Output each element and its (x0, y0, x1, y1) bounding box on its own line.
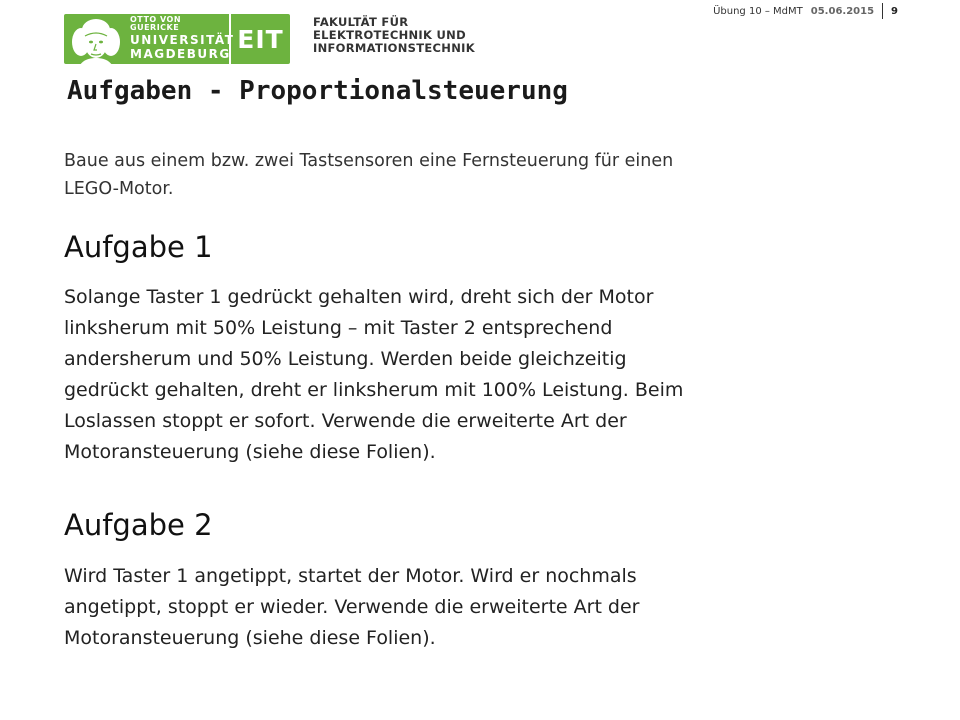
university-logo (64, 14, 290, 64)
eit-logo: EIT (229, 14, 290, 64)
slide-meta (713, 2, 898, 20)
task-1-heading: Aufgabe 1 (64, 230, 213, 264)
page-number: 9 (891, 5, 898, 17)
meta-divider (882, 3, 883, 19)
task-1-text: Solange Taster 1 gedrückt gehalten wird, dreht sich der Motor linksherum mit 50% Leistung – mit Taster 2 entsprechend andersherum und 50% Leistung. Werden beide gleichzeitig gedrückt gehalten, dreht er linksherum mit 100% Leistung. Beim Loslassen stoppt er sofort. Verwende die erweiterte Art der Motoransteuerung (siehe diese Folien). (64, 286, 684, 463)
guericke-portrait-icon (68, 14, 124, 76)
faculty-name: FAKULTÄT FÜR ELEKTROTECHNIK UND INFORMATIONSTECHNIK (313, 15, 475, 55)
course-label: Übung 10 – MdMT (713, 5, 803, 17)
task-2-heading: Aufgabe 2 (64, 508, 213, 542)
slide-date: 05.06.2015 (810, 5, 875, 17)
slide-title: Aufgaben - Proportionalsteuerung (67, 76, 568, 106)
task-2-text: Wird Taster 1 angetippt, startet der Motor. Wird er nochmals angetippt, stoppt er wieder. Verwende die erweiterte Art der Motoransteuerung (siehe diese Folien). (64, 565, 640, 649)
intro-text: Baue aus einem bzw. zwei Tastsensoren eine Fernsteuerung für einen LEGO-Motor. (64, 151, 674, 199)
university-name: OTTO VON GUERICKE UNIVERSITÄT MAGDEBURG (130, 15, 235, 61)
